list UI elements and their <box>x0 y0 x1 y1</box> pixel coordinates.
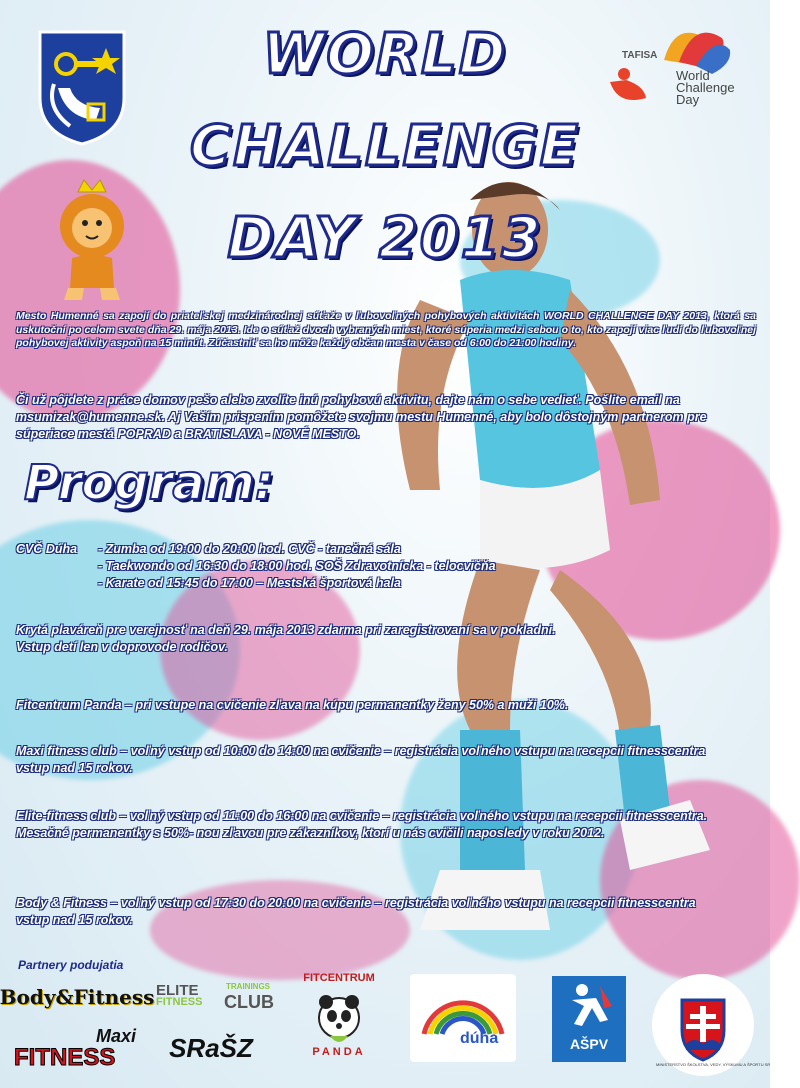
ministry-word: MINISTERSTVO ŠKOLSTVA, VEDY, VÝSKUMU A ŠPORTU SR <box>656 1062 771 1067</box>
intro-paragraph: Mesto Humenné sa zapojí do priateľskej medzinárodnej súťaže v ľubovoľných pohybových aktivitách WORLD CHALLENGE DAY 2013, ktorá sa uskutoční po celom svete dňa 29. mája 2013. Ide o súťaž dvoch vybraných miest, ktoré súperia medzi sebou o to, kto zapojí viac ľudí do ľubovoľnej pohybovej aktivity aspoň na 15 minút. Zúčastniť sa ho môže každý občan mesta v čase od 6:00 do 21:00 hodiny. <box>16 310 756 349</box>
partners-label: Partnery podujatia <box>18 958 124 972</box>
humenne-coat-of-arms <box>36 28 128 146</box>
tafisa-line2: Challenge <box>676 80 735 95</box>
cvc-line-3: - Karate od 15:45 do 17:00 – Mestská športová hala <box>98 576 401 590</box>
cvc-label: CVČ Dúha <box>16 542 78 556</box>
ministry-logo <box>652 974 771 1076</box>
lion-mascot-illustration <box>54 178 130 304</box>
body-fitness-logo: Body&Fitness <box>0 985 155 1009</box>
swimming-line-1: Krytá plaváreň pre verejnosť na deň 29. mája 2013 zdarma pri zaregistrovaní sa v pokladni. <box>16 623 556 637</box>
cvc-line-1: - Zumba od 19:00 do 20:00 hod. CVČ - tanečná sála <box>98 542 401 556</box>
title-line-3: DAY 2013 <box>227 206 543 271</box>
cvc-line-2: - Taekwondo od 16:30 do 18:00 hod. SOŠ Zdravotnícka - telocvičňa <box>98 559 496 573</box>
elite-word: ELITE <box>156 982 199 999</box>
tafisa-brand: TAFISA <box>622 50 658 61</box>
tafisa-world-challenge-day-logo <box>604 20 758 116</box>
title-line-2: CHALLENGE <box>189 114 580 179</box>
aspv-word: AŠPV <box>569 1036 609 1052</box>
srasz-logo: SRaŠZ <box>169 1032 253 1063</box>
aspv-logo <box>552 976 626 1062</box>
panda-offer: Fitcentrum Panda – pri vstupe na cvičenie zľava na kúpu permanentky ženy 50% a muži 10%. <box>16 698 569 712</box>
appeal-paragraph: Či už pôjdete z práce domov pešo alebo zvolíte inú pohybovú aktivitu, dajte nám o sebe vedieť. Pošlite email na msumizak@humenne.sk. Aj Vaším prispením pomôžete svojmu mestu Humenné, aby bolo dôstojným partnerom pre súperiace mestá POPRAD a BRATISLAVA - NOVÉ MESTO. <box>16 393 707 441</box>
club-word: CLUB <box>224 992 274 1012</box>
tafisa-line1: World <box>676 68 710 83</box>
duha-word: dúha <box>460 1030 499 1047</box>
swimming-line-2: Vstup detí len v doprovode rodičov. <box>16 640 228 654</box>
fitness-word: FITNESS <box>14 1044 116 1071</box>
fitcentrum-word: FITCENTRUM <box>303 972 375 984</box>
fitcentrum-panda-logo <box>296 970 382 1060</box>
cvc-duha-logo <box>410 974 516 1062</box>
maxi-offer: Maxi fitness club – voľný vstup od 10:00 do 14:00 na cvičenie – registrácia voľného vstupu na recepcii fitnesscentra vstup nad 15 rokov. <box>16 744 706 775</box>
maxi-word: Maxi <box>95 1026 136 1046</box>
tafisa-line3: Day <box>676 92 700 107</box>
title-line-1: WORLD <box>262 22 508 87</box>
trainings-word: TRAININGS <box>226 982 270 991</box>
fitness2-word: FITNESS <box>156 996 203 1008</box>
swimming-block <box>16 622 756 656</box>
body-fitness-offer: Body & Fitness – voľný vstup od 17:30 do 20:00 na cvičenie – registrácia voľného vstupu na recepcii fitnesscentra vstup nad 15 rokov. <box>16 896 696 927</box>
program-heading: Program: <box>24 455 274 511</box>
elite-trainings-club-logo <box>156 982 282 1016</box>
cvc-block <box>16 541 756 590</box>
panda-word: PANDA <box>312 1046 366 1058</box>
elite-offer: Elite-fitness club – voľný vstup od 11:00 do 16:00 na cvičenie – registrácia voľného vstupu na recepcii fitnesscentra. Mesačné permanentky s 50%- nou zľavou pre zákazníkov, ktorí u nás cvičili naposledy v roku 2012. <box>16 809 708 840</box>
maxi-fitness-logo <box>14 1026 140 1076</box>
